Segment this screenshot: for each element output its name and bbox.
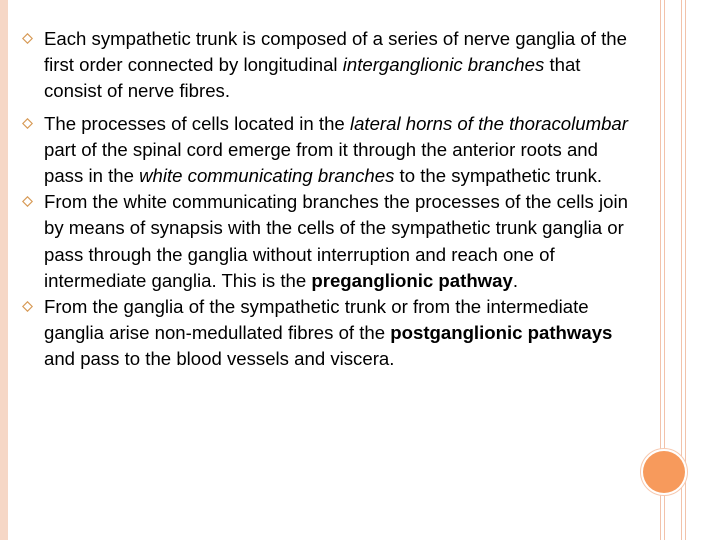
- hollow-diamond-icon: [22, 301, 33, 312]
- hollow-diamond-icon: [22, 118, 33, 129]
- bullet-text: Each sympathetic trunk is composed of a series of nerve ganglia of the first order connected by longitudinal interganglionic branches that consist of nerve fibres.: [44, 28, 627, 102]
- bullet-item: [20, 294, 632, 373]
- slide-body: [20, 26, 632, 373]
- bullet-item: [20, 189, 632, 294]
- right-decorative-rail: [685, 0, 686, 540]
- decorative-circle: [643, 451, 685, 493]
- bullet-item: [20, 111, 632, 190]
- bullet-item: [20, 26, 632, 105]
- bullet-text: From the ganglia of the sympathetic trunk or from the intermediate ganglia arise non-medullated fibres of the postganglionic pathways and pass to the blood vessels and viscera.: [44, 296, 613, 370]
- hollow-diamond-icon: [22, 196, 33, 207]
- bullet-text: The processes of cells located in the lateral horns of the thoracolumbar part of the spinal cord emerge from it through the anterior roots and pass in the white communicating branches to the sympathetic trunk.: [44, 112, 628, 187]
- bullet-text: From the white communicating branches the processes of the cells join by means of synapsis with the cells of the sympathetic trunk ganglia or pass through the ganglia without interruption and reach one of intermediate ganglia. This is the preganglionic pathway.: [44, 191, 628, 291]
- left-decorative-border: [0, 0, 8, 540]
- hollow-diamond-icon: [22, 33, 33, 44]
